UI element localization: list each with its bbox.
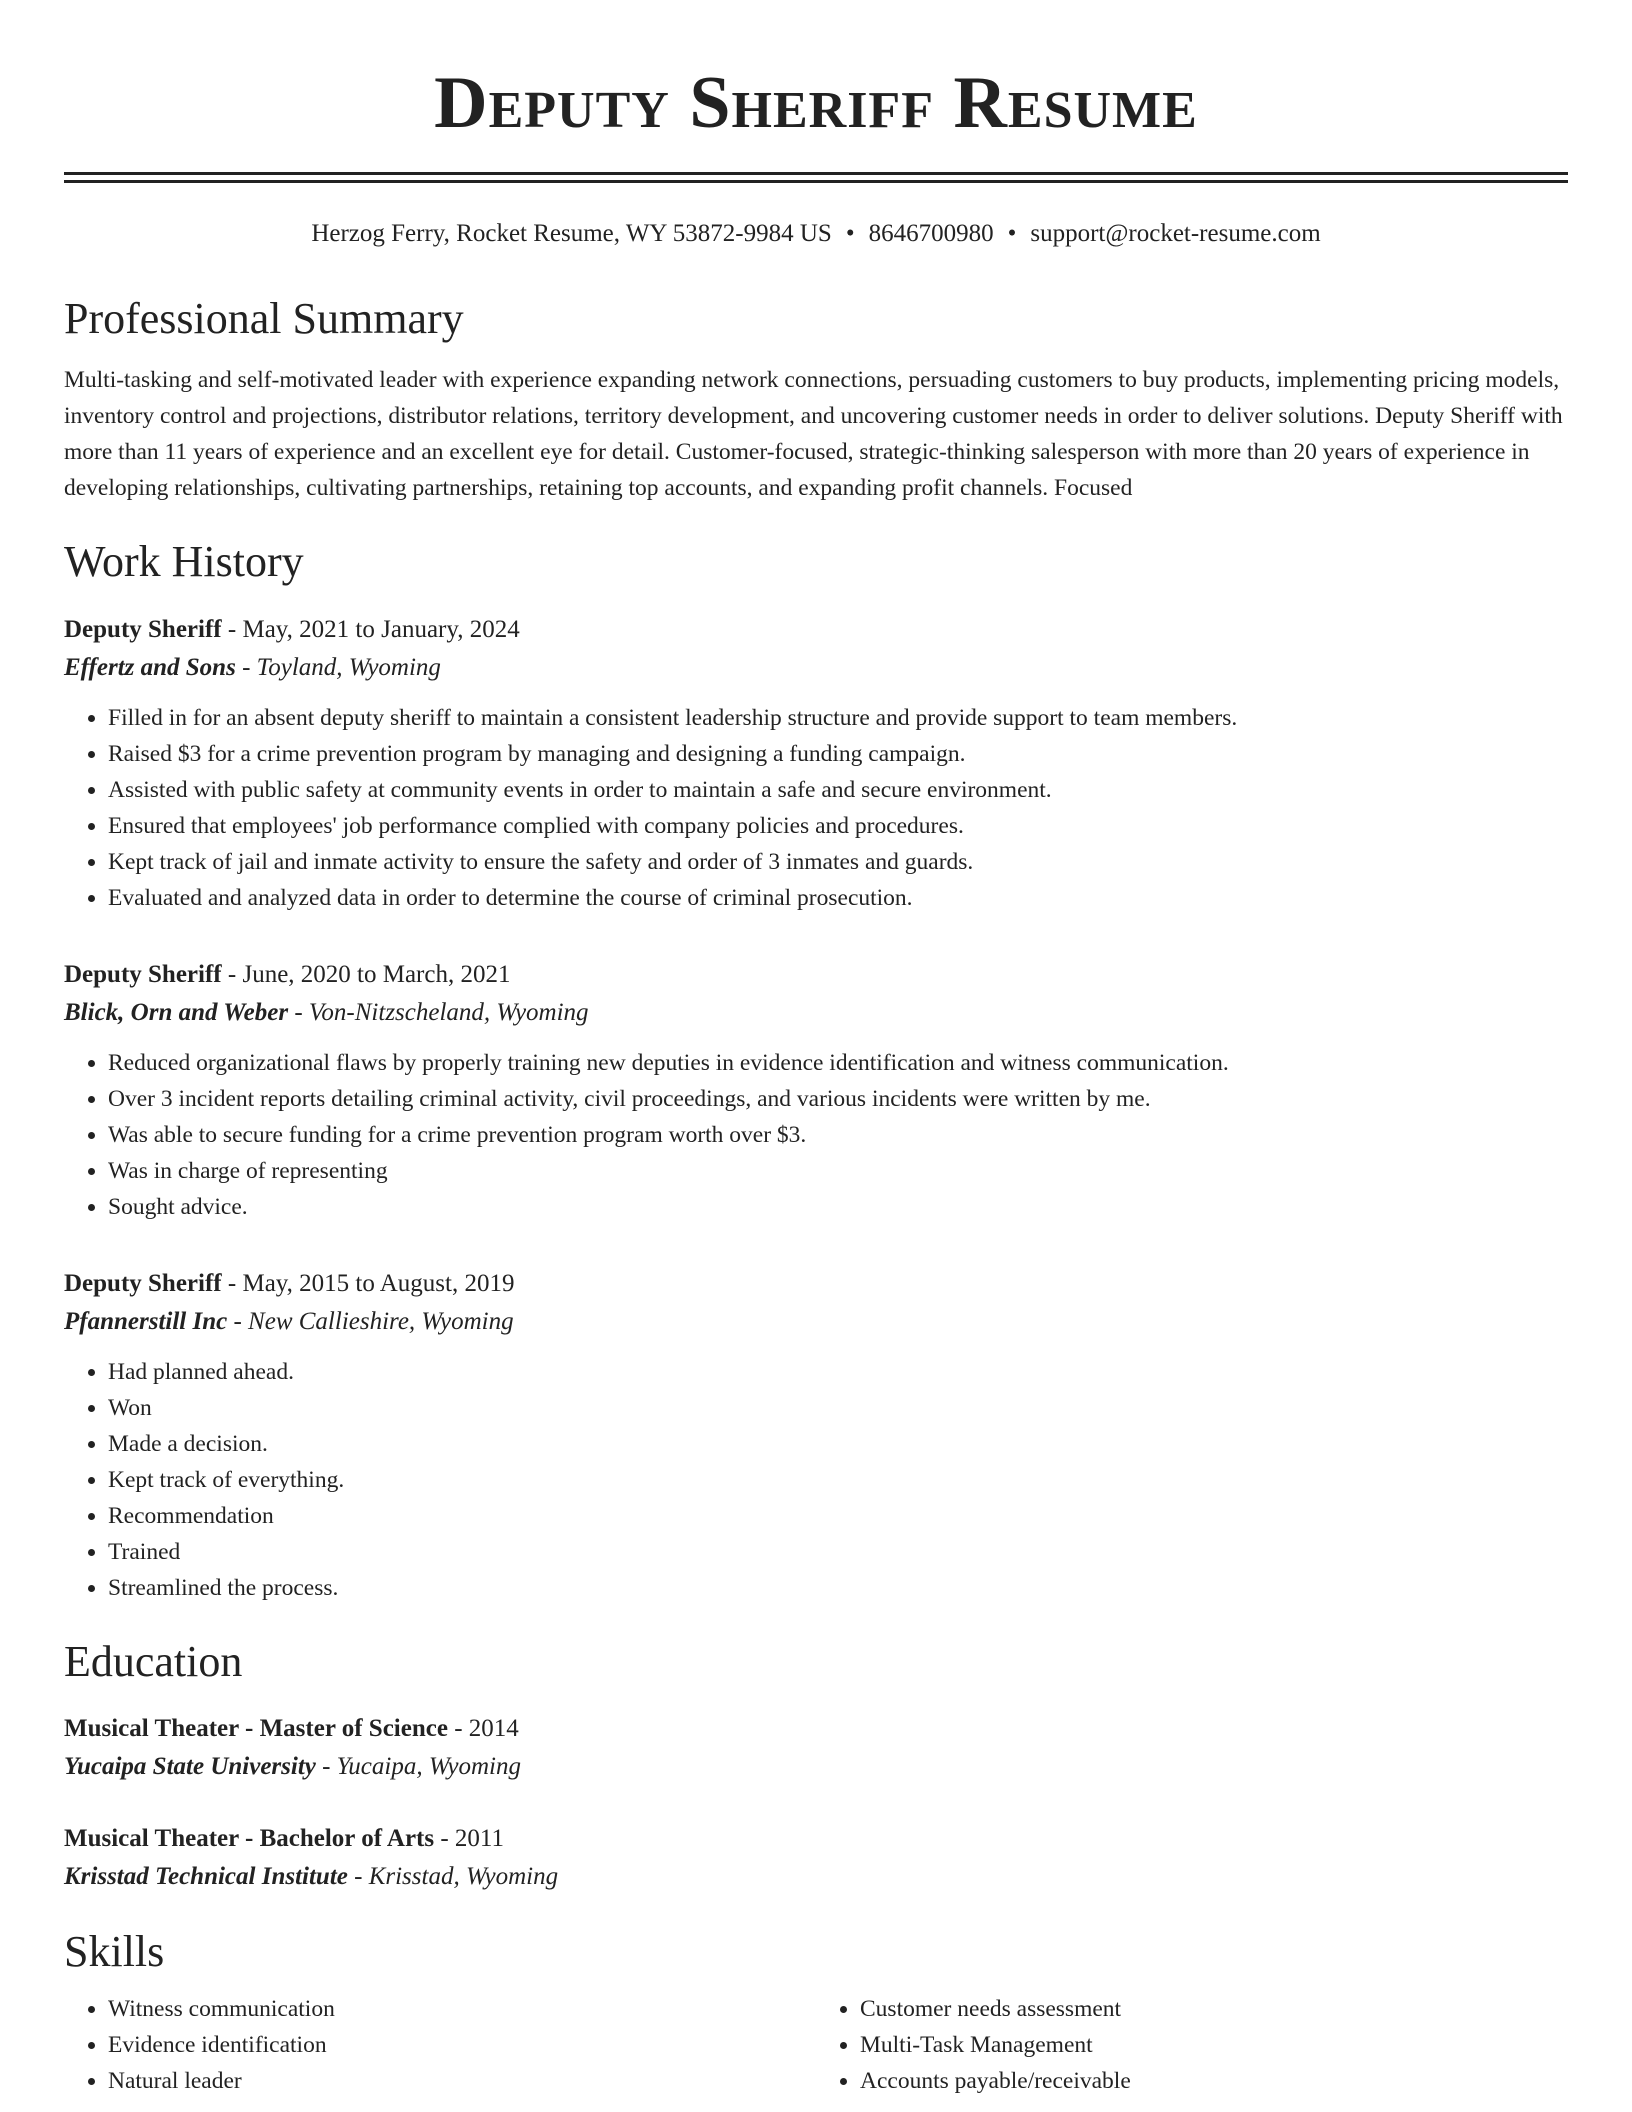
job-location: - New Callieshire, Wyoming (227, 1307, 514, 1335)
skills-column-right (816, 1991, 1568, 2099)
list-item: • Evaluated and analyzed data in order to determine the course of criminal prosecution. (108, 880, 1568, 916)
list-item: • Was in charge of representing (108, 1153, 1568, 1189)
skills-grid (64, 1991, 1568, 2099)
job-title: Deputy Sheriff (64, 615, 222, 643)
education-entry (64, 1820, 1568, 1896)
list-item: • Had planned ahead. (108, 1354, 1568, 1390)
list-item: • Natural leader (108, 2063, 816, 2099)
contact-line (64, 219, 1568, 249)
job-title-line (64, 611, 1568, 649)
job-company: Blick, Orn and Weber (64, 998, 289, 1026)
list-item: • Won (108, 1390, 1568, 1426)
list-item: • Made a decision. (108, 1426, 1568, 1462)
contact-address: Herzog Ferry, Rocket Resume, WY 53872-9984 US (311, 220, 832, 247)
job-title-line (64, 1265, 1568, 1303)
list-item: • Kept track of jail and inmate activity to ensure the safety and order of 3 inmates and guards. (108, 844, 1568, 880)
job-company: Pfannerstill Inc (64, 1307, 228, 1335)
list-item: • Streamlined the process. (108, 1570, 1568, 1606)
job-title-line (64, 956, 1568, 994)
job-dates: - June, 2020 to March, 2021 (221, 960, 511, 988)
resume-title: Deputy Sheriff Resume (434, 62, 1198, 144)
job-title: Deputy Sheriff (64, 960, 222, 988)
list-item: • Filled in for an absent deputy sheriff to maintain a consistent leadership structure and provide support to team members. (108, 700, 1568, 736)
education-degree: Musical Theater - Master of Science (64, 1715, 448, 1743)
job-bullets (64, 700, 1568, 916)
skills-heading: Skills (64, 1927, 165, 1977)
list-item: • Was able to secure funding for a crime prevention program worth over $3. (108, 1117, 1568, 1153)
education-year: - 2014 (447, 1715, 519, 1743)
list-item: • Assisted with public safety at community events in order to maintain a safe and secure environment. (108, 772, 1568, 808)
skills-column-left (64, 1991, 816, 2099)
education-school: Yucaipa State University (64, 1753, 316, 1781)
education-degree-line (64, 1820, 1568, 1858)
education-heading: Education (64, 1636, 243, 1686)
education-school: Krisstad Technical Institute (64, 1863, 348, 1891)
job-dates: - May, 2015 to August, 2019 (221, 1269, 515, 1297)
list-item: • Customer needs assessment (860, 1991, 1568, 2027)
job-entry (64, 956, 1568, 1225)
list-item: • Raised $3 for a crime prevention program by managing and designing a funding campaign. (108, 736, 1568, 772)
education-year: - 2011 (434, 1825, 504, 1853)
list-item: • Sought advice. (108, 1189, 1568, 1225)
education-school-line (64, 1748, 1568, 1786)
job-entry (64, 1265, 1568, 1606)
education-location: - Krisstad, Wyoming (347, 1863, 559, 1891)
contact-separator: • (1007, 220, 1017, 247)
contact-phone: 8646700980 (868, 220, 994, 247)
work-history-heading: Work History (64, 536, 304, 586)
education-degree-line (64, 1710, 1568, 1748)
education-degree: Musical Theater - Bachelor of Arts (64, 1825, 435, 1853)
job-company: Effertz and Sons (64, 653, 236, 681)
job-company-line (64, 1303, 1568, 1341)
list-item: • Witness communication (108, 1991, 816, 2027)
list-item: • Reduced organizational flaws by properly training new deputies in evidence identification and witness communication. (108, 1045, 1568, 1081)
summary-heading: Professional Summary (64, 294, 464, 343)
job-company-line (64, 649, 1568, 687)
education-location: - Yucaipa, Wyoming (315, 1753, 521, 1781)
education-school-line (64, 1858, 1568, 1896)
job-company-line (64, 994, 1568, 1032)
job-dates: - May, 2021 to January, 2024 (221, 615, 520, 643)
list-item: • Evidence identification (108, 2027, 816, 2063)
list-item: • Over 3 incident reports detailing criminal activity, civil proceedings, and various incidents were written by me. (108, 1081, 1568, 1117)
title-divider (64, 172, 1568, 183)
education-entry (64, 1710, 1568, 1786)
summary-text: Multi-tasking and self-motivated leader with experience expanding network connections, persuading customers to buy products, implementing pricing models, inventory control and projections, distributor relations, territory development, and uncovering customer needs in order to deliver solutions. Deputy Sheriff with more than 11 years of experience and an excellent eye for detail. Customer-focused, strategic-thinking salesperson with more than 20 years of experience in developing relationships, cultivating partnerships, retaining top accounts, and expanding profit channels. Focused (64, 366, 1563, 501)
contact-email: support@rocket-resume.com (1030, 220, 1321, 247)
job-entry (64, 611, 1568, 916)
job-location: - Toyland, Wyoming (235, 653, 441, 681)
job-bullets (64, 1354, 1568, 1606)
list-item: • Accounts payable/receivable (860, 2063, 1568, 2099)
job-title: Deputy Sheriff (64, 1269, 222, 1297)
job-location: - Von-Nitzscheland, Wyoming (288, 998, 589, 1026)
list-item: • Kept track of everything. (108, 1462, 1568, 1498)
job-bullets (64, 1045, 1568, 1225)
list-item: • Ensured that employees' job performance complied with company policies and procedures. (108, 808, 1568, 844)
list-item: • Multi-Task Management (860, 2027, 1568, 2063)
contact-separator: • (845, 220, 855, 247)
list-item: • Trained (108, 1534, 1568, 1570)
list-item: • Recommendation (108, 1498, 1568, 1534)
